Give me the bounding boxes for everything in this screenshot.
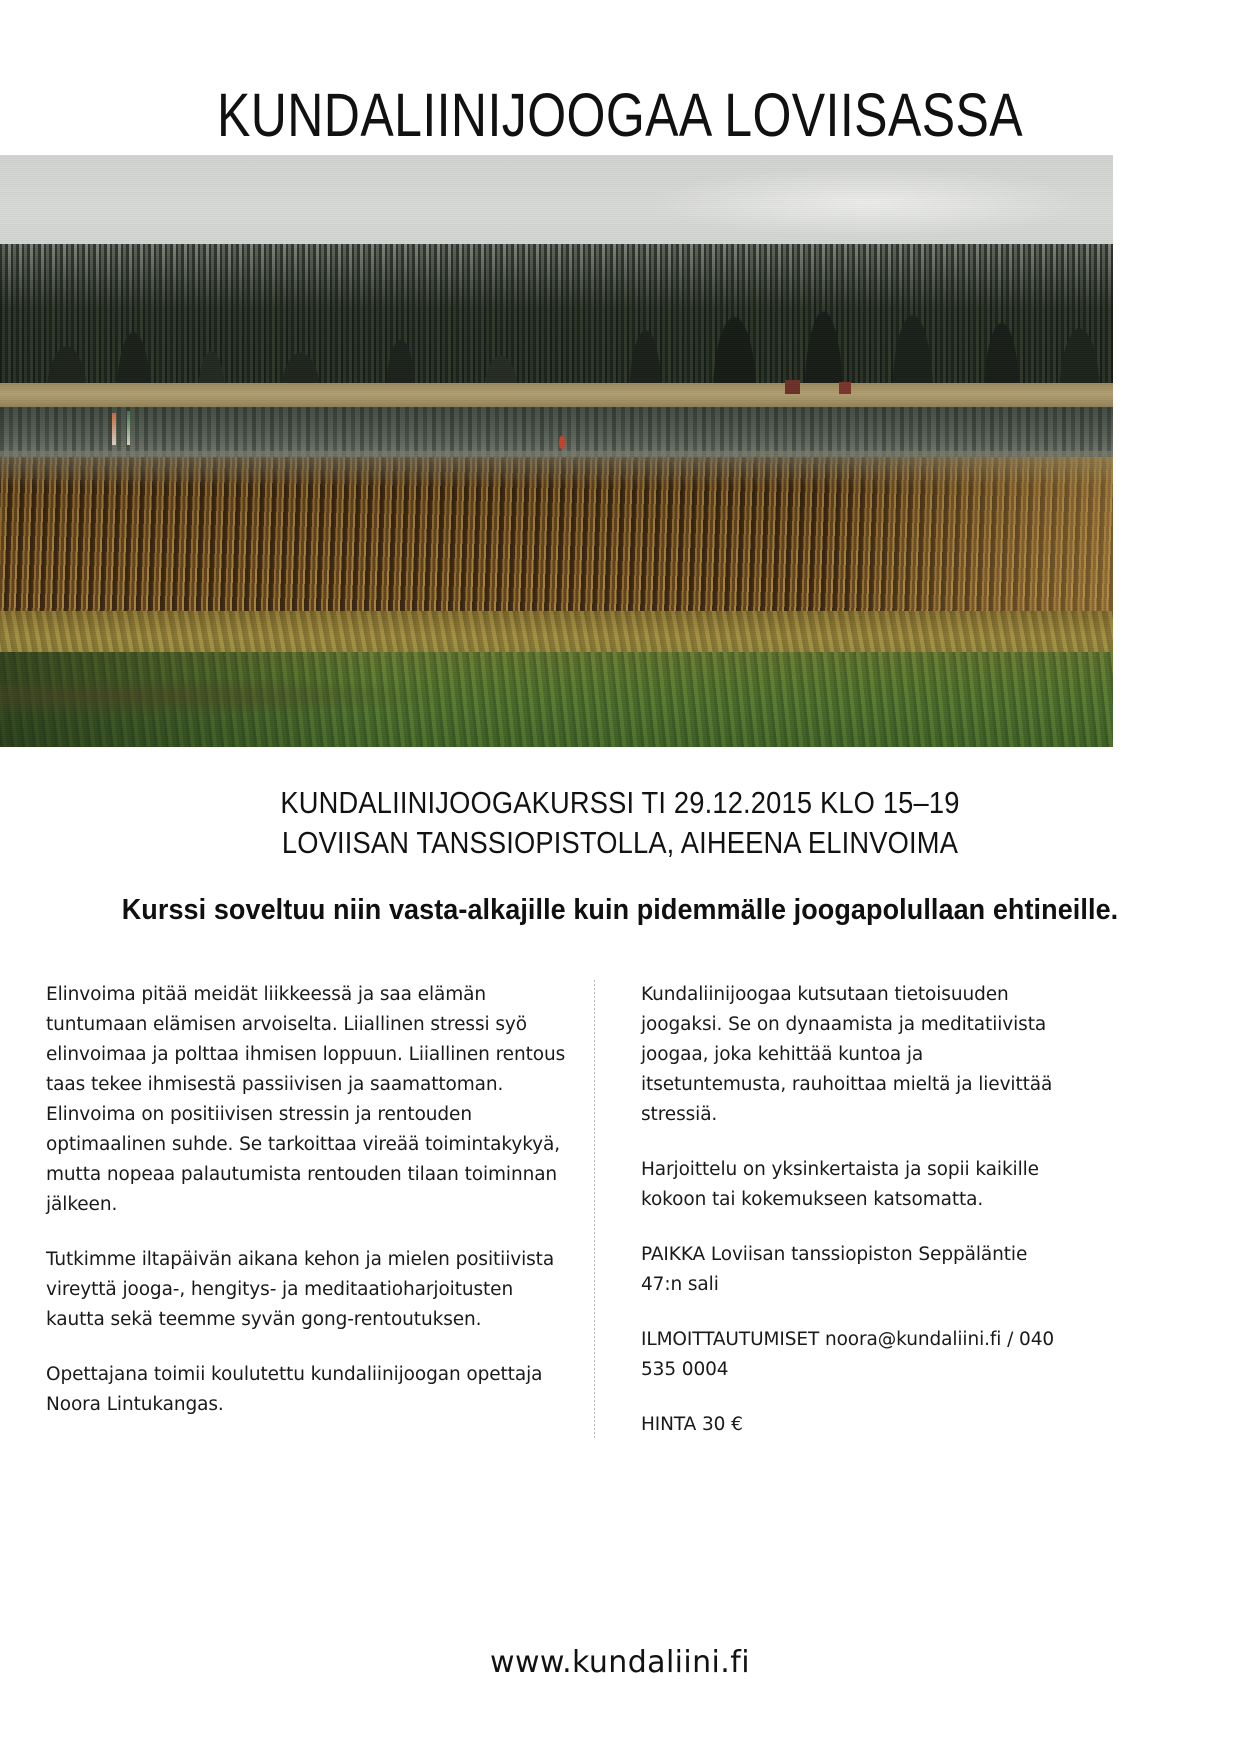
left-paragraph-3: Opettajana toimii koulutettu kundaliinijoogan opettaja Noora Lintukangas.	[46, 1363, 543, 1415]
red-cabin-icon	[785, 380, 801, 394]
registration-info: ILMOITTAUTUMISET noora@kundaliini.fi / 040 535 0004	[641, 1328, 1055, 1380]
meadow-path-layer	[0, 676, 467, 717]
photo-composition	[0, 155, 1113, 747]
body-columns	[0, 980, 1240, 1450]
marker-pole-icon	[112, 413, 115, 446]
marker-pole-secondary-icon	[127, 411, 130, 445]
left-column	[46, 980, 566, 1445]
left-paragraph-1: Elinvoima pitää meidät liikkeessä ja saa elämän tuntumaan elämisen arvoiselta. Liiallinen stressi syö elinvoimaa ja polttaa ihmisen loppuun. Liiallinen rentous taas tekee ihmisestä passiivisen ja saamattoman. Elinvoima on positiivisen stressin ja rentouden optimaalinen suhde. Se tarkoittaa vireää toimintakykyä, mutta nopeaa palautumista rentouden tilaan toiminnan jälkeen.	[46, 984, 566, 1215]
tagline: Kurssi soveltuu niin vasta-alkajille kuin pidemmälle joogapolullaan ehtineille.	[121, 894, 1119, 926]
right-column	[641, 980, 1071, 1465]
page-title: KUNDALIINIJOOGAA LOVIISASSA	[216, 80, 1024, 149]
far-shore-layer	[0, 383, 1113, 410]
right-paragraph-1: Kundaliinijoogaa kutsutaan tietoisuuden joogaksi. Se on dynaamista ja meditatiivista joogaa, joka kehittää kuntoa ja itsetuntemusta, rauhoittaa mieltä ja lievittää stressiä.	[641, 984, 1053, 1125]
left-paragraph-2: Tutkimme iltapäivän aikana kehon ja mielen positiivista vireyttä jooga-, hengitys- ja meditaatioharjoitusten kautta sekä teemme syvän gong-rentoutuksen.	[46, 1248, 555, 1330]
event-heading	[74, 783, 1165, 864]
conifer-silhouette-layer	[0, 244, 1113, 398]
price-info: HINTA 30 €	[641, 1413, 743, 1435]
red-cabin-secondary-icon	[839, 382, 851, 394]
hero-photo	[0, 155, 1113, 747]
column-divider	[594, 980, 595, 1440]
buoy-icon	[559, 436, 565, 449]
venue-info: PAIKKA Loviisan tanssiopiston Seppäläntie 47:n sali	[641, 1243, 1028, 1295]
event-heading-line-1: KUNDALIINIJOOGAKURSSI TI 29.12.2015 KLO 15–19	[280, 785, 960, 820]
cloud-layer	[646, 167, 1091, 238]
event-heading-line-2: LOVIISAN TANSSIOPISTOLLA, AIHEENA ELINVOIMA	[281, 825, 959, 861]
right-paragraph-2: Harjoittelu on yksinkertaista ja sopii kaikille kokoon tai kokemukseen katsomatta.	[641, 1158, 1039, 1210]
footer-website-url[interactable]: www.kundaliini.fi	[490, 1645, 750, 1680]
